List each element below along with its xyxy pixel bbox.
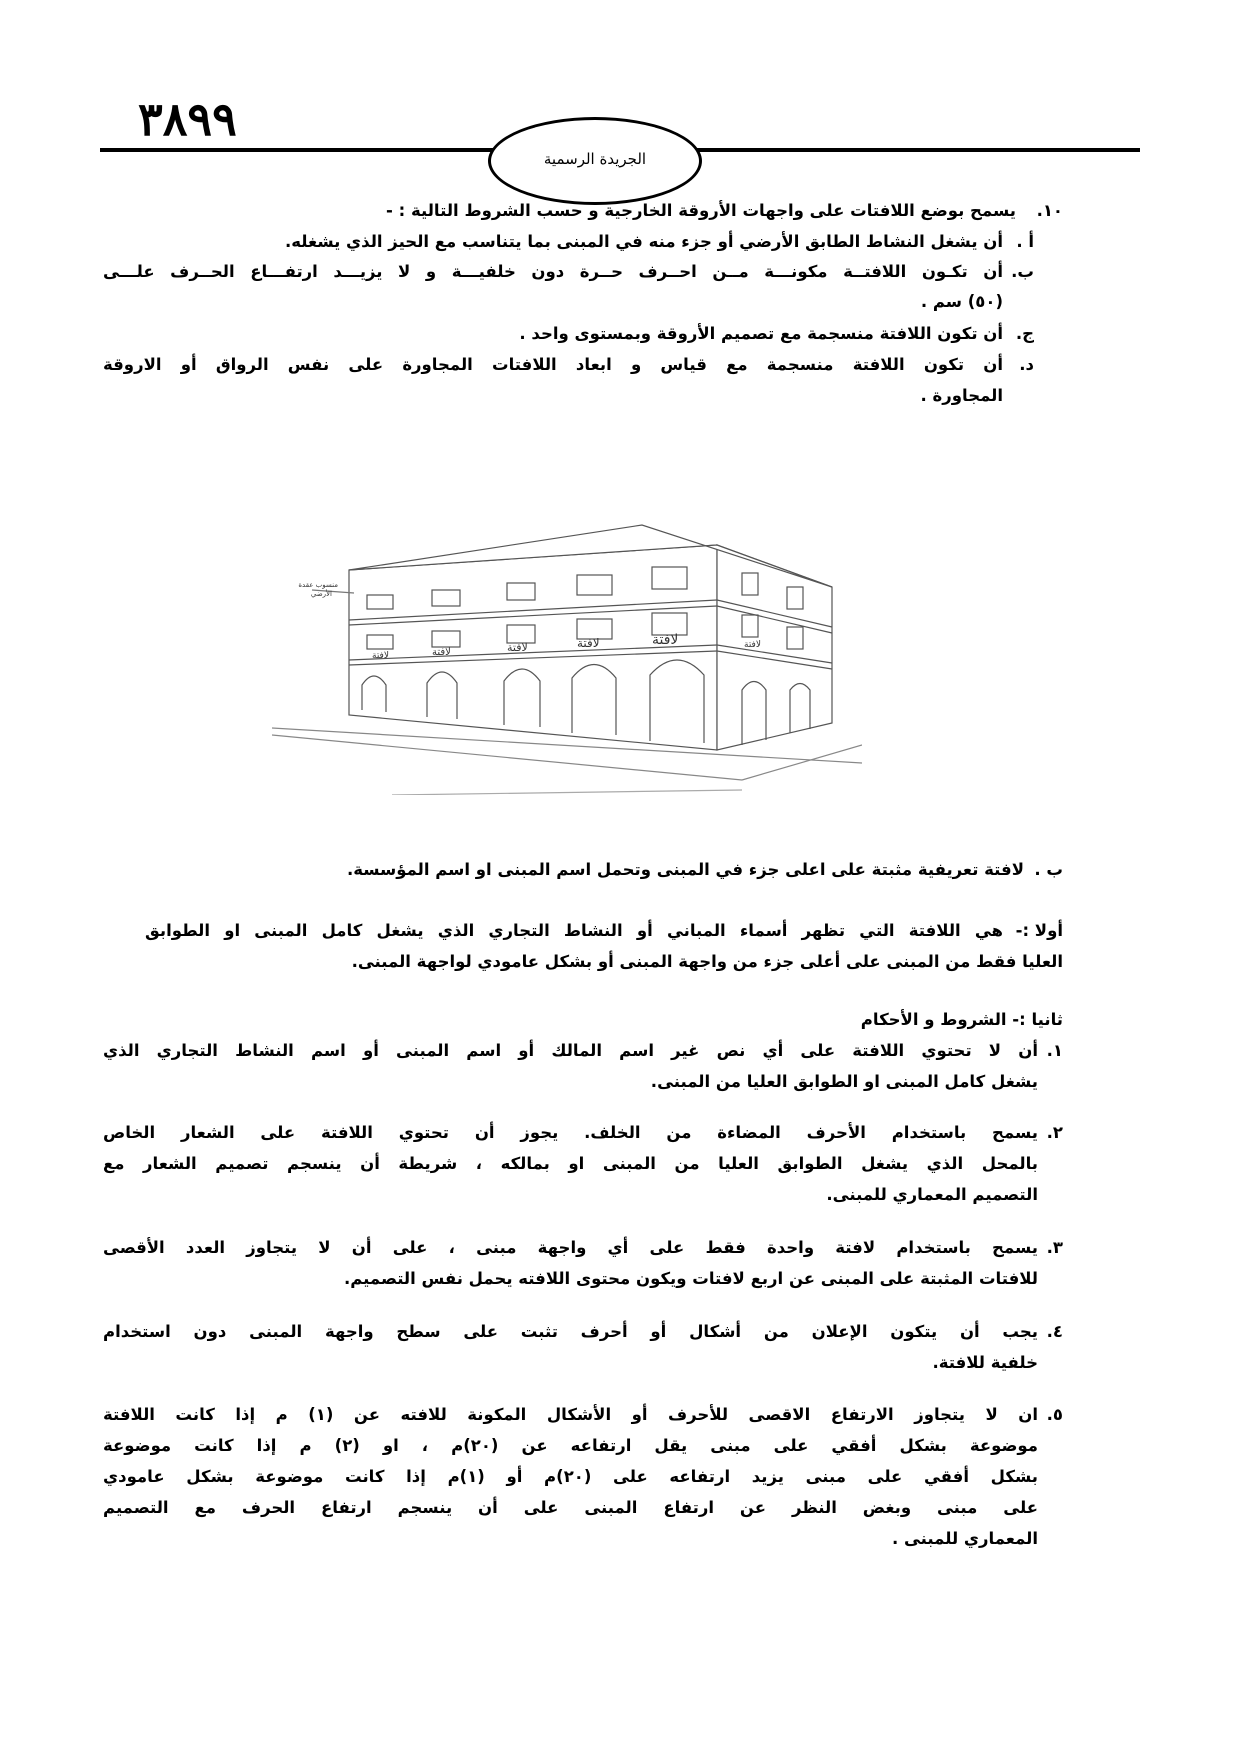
list-item: أن تكون اللافتة منسجمة مع تصميم الأروقة وبمستوى واحد . [519,324,1003,343]
item-marker: ٤. [1046,1322,1063,1341]
building-figure [272,495,862,795]
side-label-line2: الأرضي [310,590,332,598]
list-item-continuation: بالمحل الذي يشغل الطوابق العليا من المبنى او بمالكه ، شريطة أن ينسجم تصميم الشعار مع [103,1154,1038,1173]
header-rule-right [695,148,1140,152]
section-b-heading: لافتة تعريفية مثبتة على اعلى جزء في المبنى وتحمل اسم المبنى او اسم المؤسسة. [346,860,1024,879]
sign-text: لافتة [744,640,761,650]
list-item: يسمح باستخدام لافتة واحدة فقط على أي واجهة مبنى ، على أن لا يتجاوز العدد الأقصى [103,1238,1038,1257]
side-label-line1: منسوب عقدة [298,581,338,589]
definition-label: أولا :- [1015,921,1063,940]
sign-text: لافتة [577,636,600,650]
list-item-continuation: المعماري للمبنى . [891,1529,1038,1548]
section-10-intro: يسمح بوضع اللافتات على واجهات الأروقة الخارجية و حسب الشروط التالية : - [386,201,1016,220]
item-marker: ج. [1015,324,1034,343]
item-marker: ٥. [1046,1405,1063,1424]
list-item-continuation: خلفية للافتة. [932,1353,1038,1372]
masthead-title: الجريدة الرسمية [543,150,647,168]
sign-text: لافتة [432,647,451,658]
list-item-continuation: يشغل كامل المبنى او الطوابق العليا من المبنى. [650,1072,1038,1091]
conditions-heading: ثانيا :- الشروط و الأحكام [860,1010,1063,1029]
section-b-marker: ب . [1034,860,1063,879]
list-item: أن تكـون اللافتــة مكونـــة مــن احــرف حــرة دون خلفيـــة و لا يزيـــد ارتفـــاع الحــرف علـــى [103,262,1003,281]
list-item-continuation: المجاورة . [920,386,1003,405]
list-item-continuation: على مبنى وبغض النظر عن ارتفاع المبنى على أن ينسجم ارتفاع الحرف مع التصميم [103,1498,1038,1517]
list-item-continuation: بشكل أفقي على مبنى يزيد ارتفاعه على (٢٠)م أو (١)م إذا كانت موضوعة بشكل عامودي [103,1467,1038,1486]
sign-text: لافتة [507,641,528,654]
header-rule-left [100,148,495,152]
list-item: ان لا يتجاوز الارتفاع الاقصى للأحرف أو الأشكال المكونة للافته عن (١) م إذا كانت اللافتة [103,1405,1038,1424]
item-marker: أ . [1016,232,1034,251]
list-item: أن تكون اللافتة منسجمة مع قياس و ابعاد اللافتات المجاورة على نفس الرواق أو الاروقة [103,355,1003,374]
item-marker: د. [1019,355,1034,374]
list-item: يجب أن يتكون الإعلان من أشكال أو أحرف تثبت على سطح واجهة المبنى دون استخدام [103,1322,1038,1341]
list-item: يسمح باستخدام الأحرف المضاءة من الخلف. يجوز أن تحتوي اللافتة على الشعار الخاص [103,1123,1038,1142]
item-marker: ٢. [1046,1123,1063,1142]
item-marker: ٣. [1046,1238,1063,1257]
section-10-number: ١٠. [1036,201,1063,220]
list-item-continuation: موضوعة بشكل أفقي على مبنى يقل ارتفاعه عن (٢٠)م ، او (٢) م إذا كانت موضوعة [103,1436,1038,1455]
list-item-continuation: (٥٠) سم . [920,292,1003,311]
sign-text: لافتة [652,632,679,648]
page-number: ٣٨٩٩ [138,92,237,146]
list-item: أن يشغل النشاط الطابق الأرضي أو جزء منه في المبنى بما يتناسب مع الحيز الذي يشغله. [285,232,1003,251]
item-marker: ب. [1011,262,1034,281]
definition-line: العليا فقط من المبنى على أعلى جزء من واجهة المبنى أو بشكل عامودي لواجهة المبنى. [351,952,1063,971]
list-item-continuation: للافتات المثبتة على المبنى عن اربع لافتات ويكون محتوى اللافته يحمل نفس التصميم. [343,1269,1038,1288]
item-marker: ١. [1046,1041,1063,1060]
list-item-continuation: التصميم المعماري للمبنى. [826,1185,1038,1204]
building-illustration [272,495,862,795]
sign-text: لافتة [372,651,389,661]
masthead-oval [488,117,702,205]
list-item: أن لا تحتوي اللافتة على أي نص غير اسم المالك أو اسم المبنى أو اسم النشاط التجاري الذي [103,1041,1038,1060]
definition-line: هي اللافتة التي تظهر أسماء المباني أو النشاط التجاري الذي يشغل كامل المبنى او الطوابق [145,921,1003,940]
